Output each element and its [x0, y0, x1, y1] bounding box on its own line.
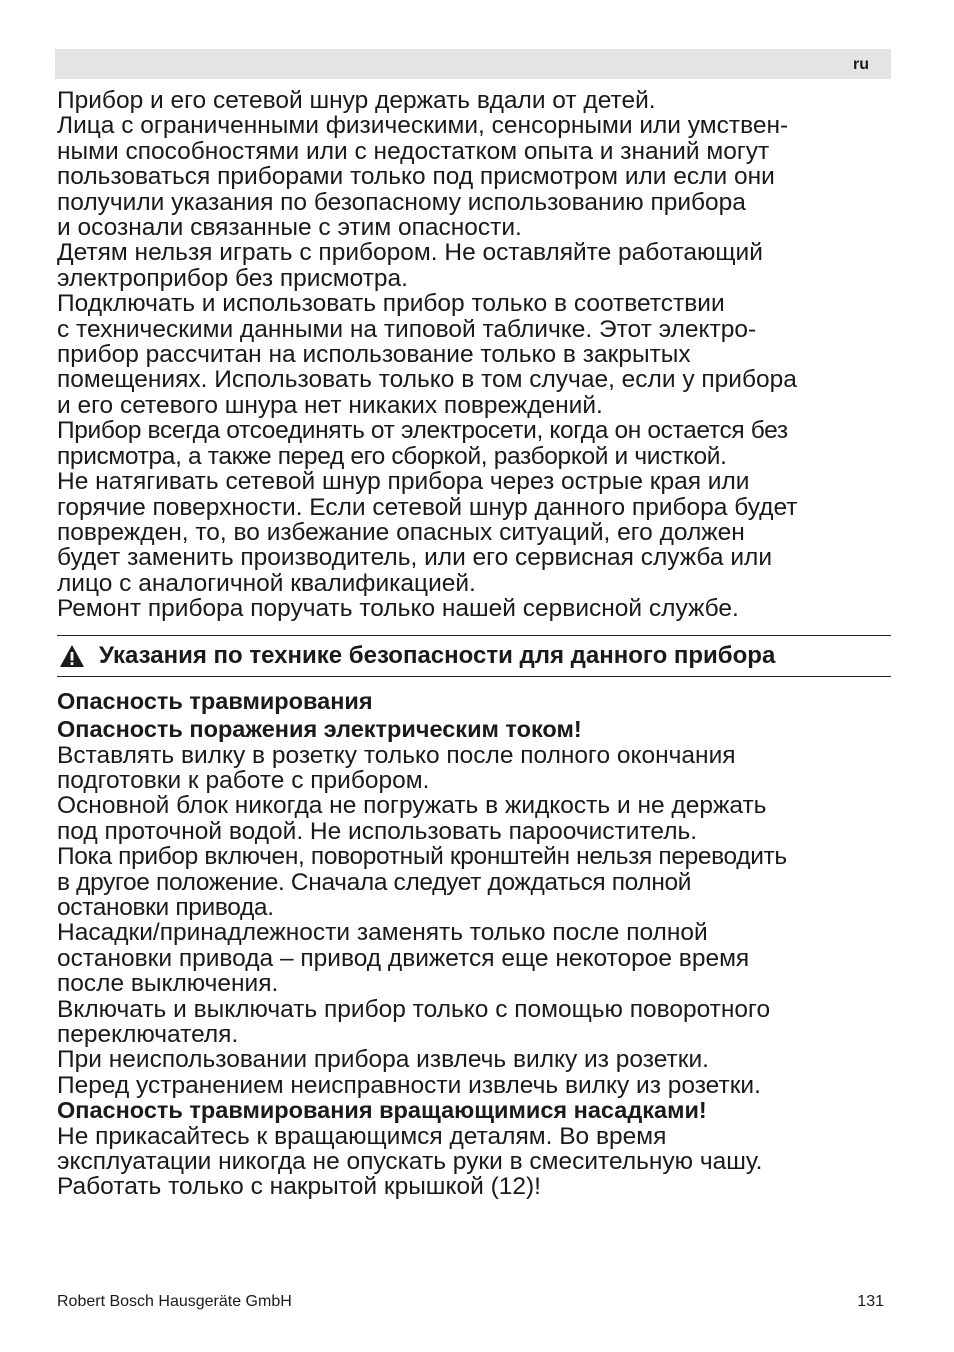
- footer-company: Robert Bosch Hausgeräte GmbH: [57, 1293, 292, 1310]
- intro-paragraph-children-play: Детям нельзя играть с прибором. Не оставляйте работающий электроприбор без присмотра.: [57, 239, 763, 292]
- intro-paragraph-disconnect: Прибор всегда отсоединять от электросети, когда он остается без присмотра, а также перед его сборкой, разборкой и чисткой.: [57, 417, 788, 470]
- intro-paragraph-connection: Подключать и использовать прибор только в соответствии с техническими данными на типовой табличке. Этот электро- прибор рассчитан на использование только в закрытых помещениях. Использовать только в том случае, если у прибора и его сетевого шнура нет никаких повреждений.: [57, 290, 797, 419]
- intro-paragraph-limited-abilities: Лица с ограниченными физическими, сенсорными или умствен- ными способностями или с недостатком опыта и знаний могут пользоваться приборами только под присмотром или если они получили указания по безопасному использованию прибора и осознали связанные с этим опасности.: [57, 112, 789, 242]
- intro-paragraph-repair: Ремонт прибора поручать только нашей сервисной службе.: [57, 595, 739, 623]
- language-bar: [55, 49, 891, 79]
- intro-paragraph-cord: Не натягивать сетевой шнур прибора через острые края или горячие поверхности. Если сетевой шнур данного прибора будет поврежден, то, во избежание опасных ситуаций, его должен будет заменить производитель, или его сервисная служба или лицо с аналогичной квалификацией.: [57, 468, 798, 597]
- page-number: 131: [857, 1293, 884, 1310]
- shock-paragraph-switch: Включать и выключать прибор только с помощью поворотного переключателя.: [57, 995, 771, 1048]
- shock-paragraph-unplug-idle: При неиспользовании прибора извлечь вилку из розетки.: [57, 1046, 709, 1074]
- rotating-paragraph: Не прикасайтесь к вращающимся деталям. Во время эксплуатации никогда не опускать руки в смесительную чашу. Работать только с накрытой крышкой (12)!: [57, 1122, 763, 1201]
- shock-heading: Опасность поражения электрическим током!: [57, 715, 582, 742]
- rotating-heading: Опасность травмирования вращающимися насадками!: [57, 1097, 707, 1124]
- safety-section-title: Указания по технике безопасности для данного прибора: [99, 641, 776, 669]
- shock-paragraph-unplug-fault: Перед устранением неисправности извлечь вилку из розетки.: [57, 1071, 761, 1099]
- safety-section-header: [57, 635, 891, 677]
- shock-paragraph-swivel: Пока прибор включен, поворотный кронштейн нельзя переводить в другое положение. Сначала следует дождаться полной остановки привода.: [57, 843, 787, 921]
- shock-paragraph-attachments: Насадки/принадлежности заменять только после полной остановки привода – привод движется еще некоторое время после выключения.: [57, 919, 750, 998]
- page-content: [57, 88, 891, 1200]
- intro-section: [57, 88, 891, 622]
- shock-paragraph-plug: Вставлять вилку в розетку только после полного окончания подготовки к работе с прибором.: [57, 741, 736, 794]
- warning-triangle-icon: [57, 641, 87, 671]
- injury-section: [57, 687, 891, 1200]
- intro-paragraph-children: Прибор и его сетевой шнур держать вдали от детей.: [57, 87, 656, 114]
- language-code: ru: [853, 56, 869, 73]
- injury-heading: Опасность травмирования: [57, 687, 373, 714]
- shock-paragraph-immerse: Основной блок никогда не погружать в жидкость и не держать под проточной водой. Не использовать пароочиститель.: [57, 792, 767, 845]
